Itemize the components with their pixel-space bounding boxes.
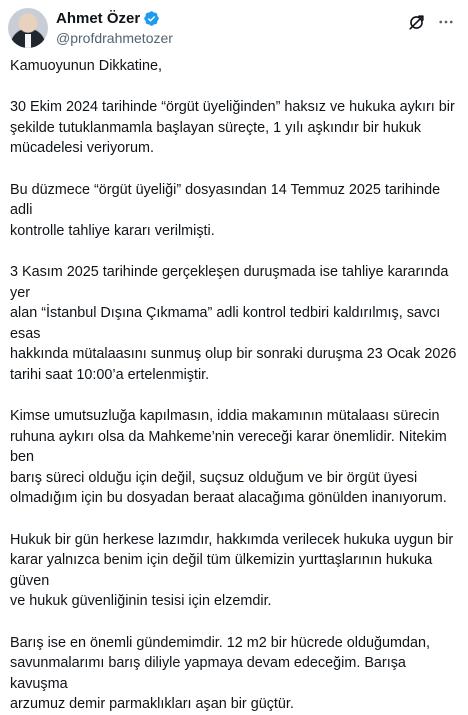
post-paragraph: 30 Ekim 2024 tarihinde “örgüt üyeliğinden” haksız ve hukuka aykırı bir şekilde tutuklanmamla başlayan süreçte, 1 yılı aşkındır bir hukuk mücadelesi veriyorum. [10,99,455,157]
post-paragraph: Barış ise en önemli gündemimdir. 12 m2 bir hücrede olduğumdan, savunmalarımı barış diliyle yapmaya devam edeceğim. Barışa kavuşma arzumuz demir parmaklıkları aşan bir güçtür. [10,634,430,713]
post-paragraph: Kamuoyunun Dikkatine, [10,58,162,74]
post-text [10,56,458,715]
post-paragraph: 3 Kasım 2025 tarihinde gerçekleşen duruşmada ise tahliye kararında yer alan “İstanbul Dışına Çıkmama” adli kontrol tedbiri kaldırılmış, savcı esas hakkında mütalaasını sunmuş olup bir sonraki duruşma 23 Ocak 2026 tarihi saat 10:00’a ertelenmiştir. [10,263,457,383]
post-paragraph: Kimse umutsuzluğa kapılmasın, iddia makamının mütalaası sürecin ruhuna aykırı olsa da Mahkeme’nin vereceği karar önemlidir. Nitekim ben barış süreci olduğu için değil, suçsuz olduğum ve bir örgüt üyesi olmadığım için bu dosyadan beraat alacağıma gönülden inanıyorum. [10,408,447,507]
author-display-name[interactable]: Ahmet Özer [56,10,141,27]
more-options-icon[interactable] [436,12,456,32]
post-actions [406,12,456,32]
avatar-shirt [25,34,31,48]
author-handle[interactable]: @profdrahmetozer [56,30,173,46]
author-info [56,9,173,46]
post-header [8,8,460,48]
avatar[interactable] [8,8,48,48]
post-paragraph: Bu düzmece “örgüt üyeliği” dosyasından 14 Temmuz 2025 tarihinde adli kontrolle tahliye kararı verilmişti. [10,181,441,239]
display-name-row [56,9,173,28]
verified-badge-icon [143,10,160,27]
grok-icon[interactable] [406,12,426,32]
post-paragraph: Hukuk bir gün herkese lazımdır, hakkımda verilecek hukuka uygun bir karar yalnızca benim için değil tüm ülkemizin yurttaşlarının hukuka güven ve hukuk güvenliğinin tesisi için elzemdir. [10,531,454,610]
